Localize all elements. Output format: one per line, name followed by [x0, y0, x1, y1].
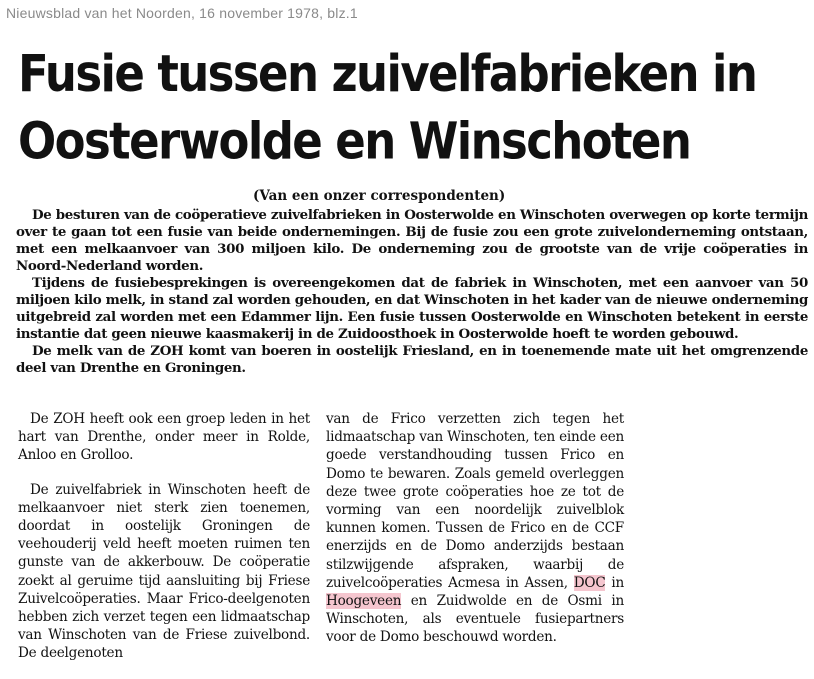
highlight-hoogeveen: Hoogeveen [326, 593, 402, 610]
right-paragraph [326, 410, 624, 647]
left-paragraph-1: De ZOH heeft ook een groep leden in het hart van Drenthe, onder meer in Rolde, Anloo en Grolloo. [18, 411, 310, 464]
right-text-after: en Zuidwolde en de Osmi in Winschoten, als eventuele fusiepartners voor de Domo beschouwd worden. [326, 593, 625, 646]
left-paragraph-2: De zuivelfabriek in Winschoten heeft de melkaanvoer niet sterk zien toenemen, doordat in oostelijk Groningen de veehouderij veld heeft moeten ruimen ten gunste van de akkerbouw. De coöperatie zoekt al geruime tijd aansluiting bij Friese Zuivelcoöperaties. Maar Frico-deelgenoten hebben zich verzet tegen een lidmaatschap van Winschoten van de Friese zuivelbond. De deelgenoten [18, 481, 310, 662]
intro-text [16, 207, 808, 377]
headline-line-2: Oosterwolde en Winschoten [18, 111, 691, 172]
byline: (Van een onzer correspondenten) [253, 188, 506, 204]
headline-line-1: Fusie tussen zuivelfabrieken in [18, 43, 757, 104]
source-line: Nieuwsblad van het Noorden, 16 november 1978, blz.1 [6, 5, 358, 21]
intro-paragraph-2: Tijdens de fusiebesprekingen is overeengekomen dat de fabriek in Winschoten, met een aanvoer van 50 miljoen kilo melk, in stand zal worden gehouden, en dat Winschoten in het kader van de nieuwe onderneming uitgebreid zal worden met een Edammer lijn. Een fusie tussen Oosterwolde en Winschoten betekent in eerste instantie dat geen nieuwe kaasmakerij in de Zuidoosthoek in Oosterwolde hoeft te worden gebouwd. [16, 275, 808, 342]
intro-paragraph-1: De besturen van de coöperatieve zuivelfabrieken in Oosterwolde en Winschoten overwegen op korte termijn over te gaan tot een fusie van beide ondernemingen. Bij de fusie zou een grote zuivelonderneming ontstaan, met een melkaanvoer van 300 miljoen kilo. De onderneming zou de grootste van de vrije coöperaties in Noord-Nederland worden. [16, 207, 808, 274]
left-column [18, 410, 310, 679]
right-text-middle: in [611, 574, 624, 591]
intro-paragraph-3: De melk van de ZOH komt van boeren in oostelijk Friesland, en in toenemende mate uit het omgrenzende deel van Drenthe en Groningen. [16, 343, 808, 376]
headline [18, 40, 808, 176]
right-text-before: van de Frico verzetten zich tegen het lidmaatschap van Winschoten, ten einde een goede verstandhouding tussen Frico en Domo te bewaren. Zoals gemeld overleggen deze twee grote coöperaties hoe ze tot de vorming van een noordelijk zuivelblok kunnen komen. Tussen de Frico en de CCF enerzijds en de Domo anderzijds bestaan stilzwijgende afspraken, waarbij de zuivelcoöperaties Acmesa in Assen, [326, 411, 624, 591]
right-column [326, 410, 624, 663]
highlight-doc: DOC [573, 574, 606, 591]
